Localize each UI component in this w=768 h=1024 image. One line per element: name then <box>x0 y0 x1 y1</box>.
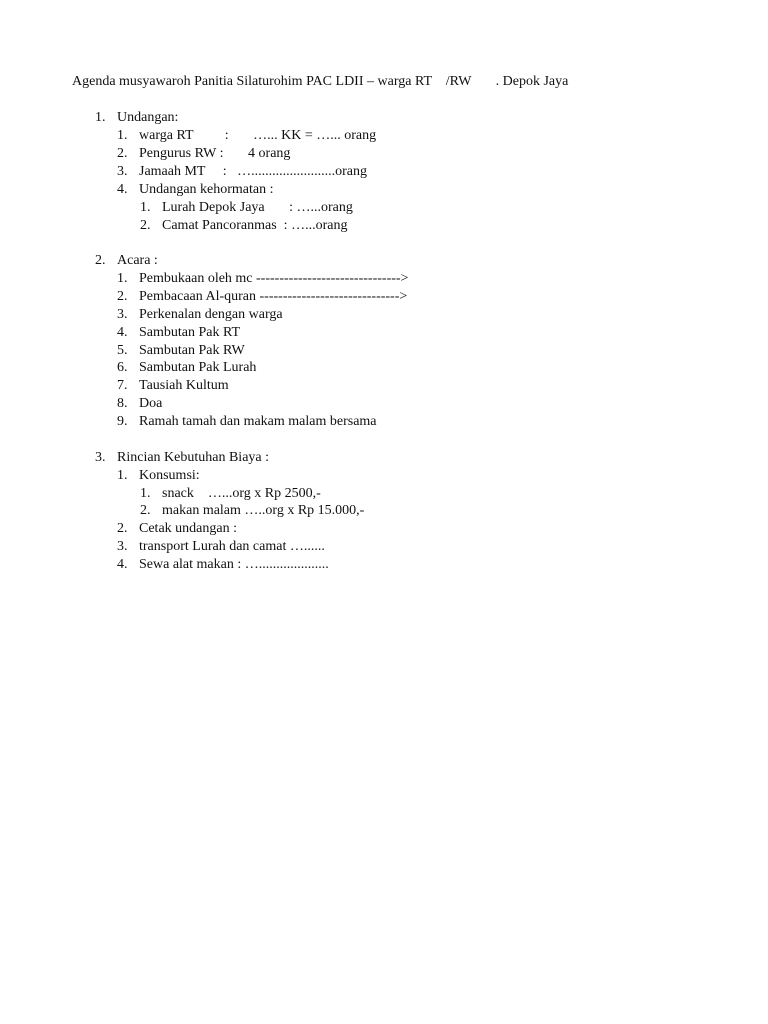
list-item: Cetak undangan : <box>139 521 237 536</box>
list-item-number: 6. <box>117 360 128 375</box>
list-item: Jamaah MT : …........................orang <box>139 164 367 179</box>
list-item: Perkenalan dengan warga <box>139 307 283 322</box>
list-item-number: 5. <box>117 343 128 358</box>
list-item: Doa <box>139 396 163 411</box>
sublist-item: Camat Pancoranmas : …...orang <box>162 218 348 233</box>
list-item: Sambutan Pak Lurah <box>139 360 257 375</box>
list-item-number: 3. <box>117 539 128 554</box>
section-heading: Rincian Kebutuhan Biaya : <box>117 450 270 465</box>
list-item-number: 8. <box>117 396 128 411</box>
list-item-number: 1. <box>117 468 128 483</box>
list-item-number: 3. <box>117 307 128 322</box>
sublist-item: Lurah Depok Jaya : …...orang <box>162 200 353 215</box>
list-item-number: 4. <box>117 325 128 340</box>
list-item-number: 4. <box>117 182 128 197</box>
list-item: Sewa alat makan : ….................... <box>139 557 329 572</box>
list-item-number: 1. <box>117 128 128 143</box>
list-item: Pembacaan Al-quran ------------------------------> <box>139 289 408 304</box>
list-item: warga RT : …... KK = …... orang <box>139 128 377 143</box>
section-number: 1. <box>95 110 106 125</box>
list-item-number: 3. <box>117 164 128 179</box>
list-item-number: 7. <box>117 378 128 393</box>
list-item: Ramah tamah dan makam malam bersama <box>139 414 377 429</box>
list-item-number: 1. <box>117 271 128 286</box>
list-item: Sambutan Pak RW <box>139 343 245 358</box>
list-item: Sambutan Pak RT <box>139 325 241 340</box>
sublist-item-number: 2. <box>140 218 151 233</box>
list-item-number: 2. <box>117 146 128 161</box>
section-number: 2. <box>95 253 106 268</box>
document-title: Agenda musyawaroh Panitia Silaturohim PAC LDII – warga RT /RW . Depok Jaya <box>72 74 569 89</box>
sublist-item-number: 2. <box>140 503 151 518</box>
list-item-number: 4. <box>117 557 128 572</box>
list-item: Undangan kehormatan : <box>139 182 274 197</box>
sublist-item: makan malam …..org x Rp 15.000,- <box>162 503 365 518</box>
sublist-item-number: 1. <box>140 486 151 501</box>
list-item: Konsumsi: <box>139 468 200 483</box>
list-item: transport Lurah dan camat …...... <box>139 539 325 554</box>
list-item: Pembukaan oleh mc -------------------------------> <box>139 271 409 286</box>
list-item: Pengurus RW : 4 orang <box>139 146 291 161</box>
sublist-item-number: 1. <box>140 200 151 215</box>
list-item: Tausiah Kultum <box>139 378 229 393</box>
section-heading: Acara : <box>117 253 158 268</box>
section-number: 3. <box>95 450 106 465</box>
section-heading: Undangan: <box>117 110 179 125</box>
list-item-number: 9. <box>117 414 128 429</box>
list-item-number: 2. <box>117 289 128 304</box>
sublist-item: snack …...org x Rp 2500,- <box>162 486 321 501</box>
list-item-number: 2. <box>117 521 128 536</box>
